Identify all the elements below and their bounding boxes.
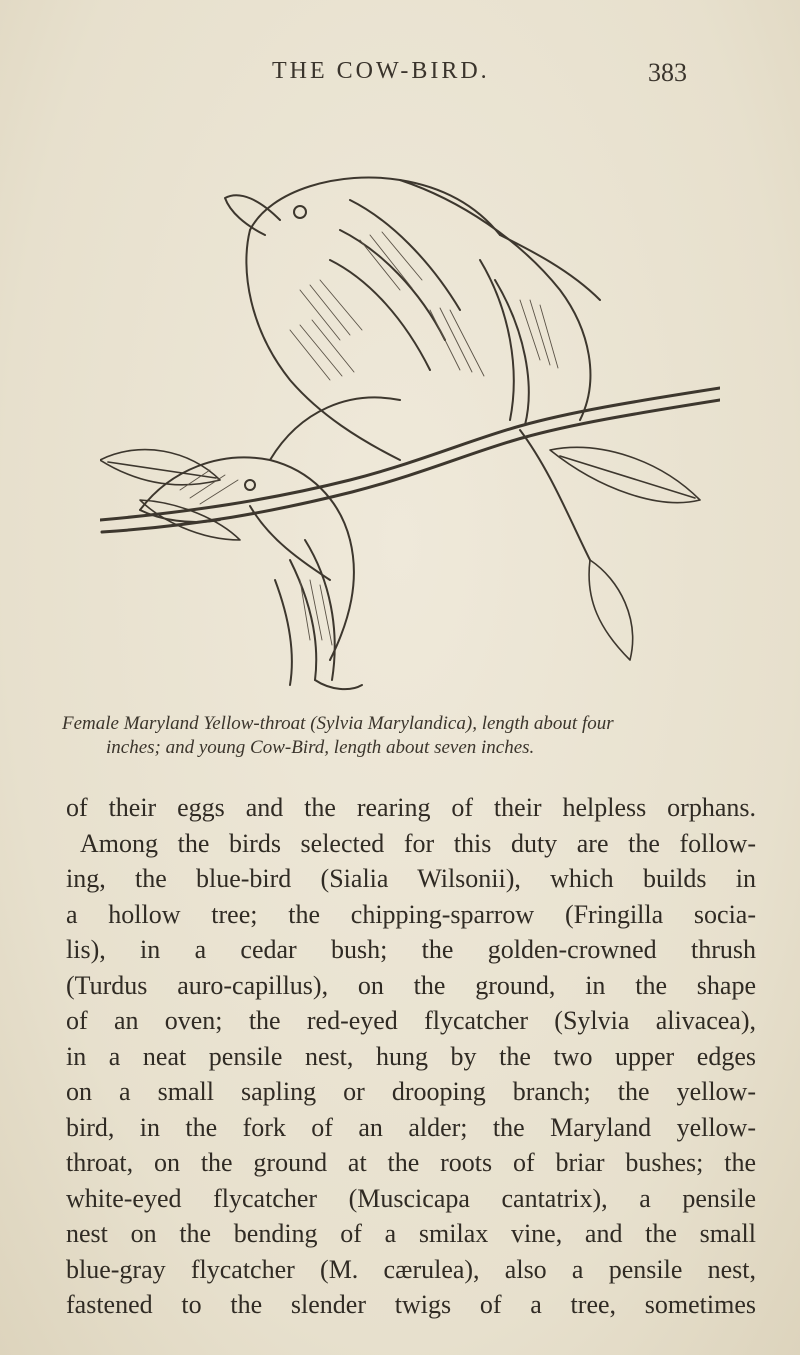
- text-line: nest on the bending of a smilax vine, and the small: [66, 1219, 756, 1248]
- text-line: lis), in a cedar bush; the golden-crowned thrush: [66, 935, 756, 964]
- young-cowbird: [140, 398, 400, 690]
- text-line: white-eyed flycatcher (Muscicapa cantatrix), a pensile: [66, 1183, 756, 1213]
- text-line: fastened to the slender twigs of a tree, sometimes: [66, 1290, 756, 1319]
- page-header: [0, 58, 800, 92]
- text-line: a hollow tree; the chipping-sparrow (Fringilla socia-: [66, 899, 756, 929]
- text-line: on a small sapling or drooping branch; the yellow-: [66, 1077, 756, 1106]
- figure-caption: [62, 712, 762, 760]
- text-line: in a neat pensile nest, hung by the two upper edges: [66, 1041, 756, 1071]
- text-line: of an oven; the red-eyed flycatcher (Sylvia alivacea),: [66, 1006, 756, 1035]
- bird-illustration: [100, 140, 720, 700]
- caption-line-2: inches; and young Cow-Bird, length about seven inches.: [106, 737, 535, 758]
- feather-hatching: [180, 232, 558, 645]
- body-paragraph: [66, 790, 756, 1323]
- caption-line-1: Female Maryland Yellow-throat (Sylvia Marylandica), length about four: [62, 713, 614, 734]
- page-number: 383: [648, 58, 687, 87]
- text-line: Among the birds selected for this duty are the follow-: [80, 828, 756, 858]
- text-line: throat, on the ground at the roots of briar bushes; the: [66, 1148, 756, 1177]
- text-line: (Turdus auro-capillus), on the ground, in the shape: [66, 970, 756, 1000]
- running-head: THE COW-BIRD.: [272, 58, 490, 84]
- text-line: of their eggs and the rearing of their helpless orphans.: [66, 793, 756, 822]
- text-line: blue-gray flycatcher (M. cærulea), also a pensile nest,: [66, 1254, 756, 1284]
- text-line: bird, in the fork of an alder; the Maryland yellow-: [66, 1112, 756, 1142]
- text-line: ing, the blue-bird (Sialia Wilsonii), which builds in: [66, 864, 756, 893]
